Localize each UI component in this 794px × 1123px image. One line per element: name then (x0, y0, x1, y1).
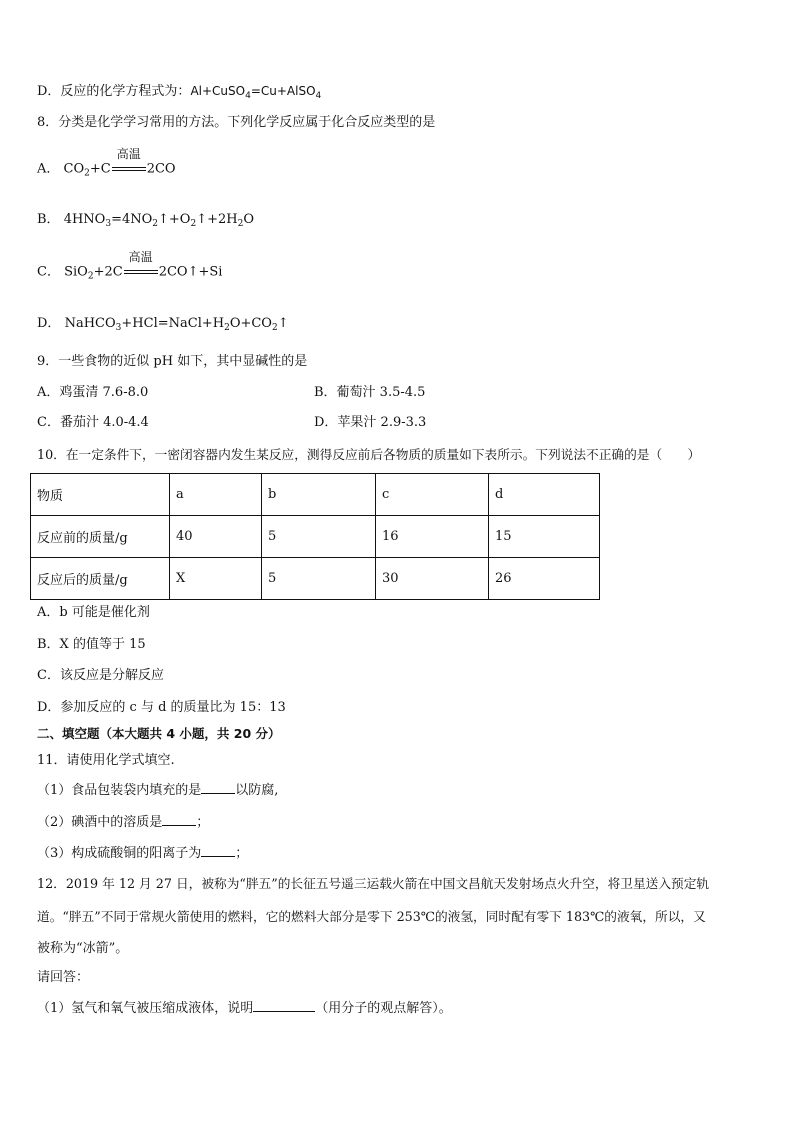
formula-part: 4HNO (63, 212, 106, 227)
formula-sub: 3 (115, 323, 122, 333)
formula-sub: 2 (271, 323, 278, 333)
option-label: C． (37, 264, 60, 280)
q10-option-a: A．b 可能是催化剂 (37, 605, 150, 620)
q12-text-line: 道。“胖五”不同于常规火箭使用的燃料，它的燃料大部分是零下 253℃的液氢，同时配有零下 183℃的液氧，所以，又 (37, 909, 706, 924)
formula-sub: 2 (152, 219, 159, 229)
q9-option-c: C．番茄汁 4.0-4.4 (37, 415, 149, 430)
table-cell: d (489, 474, 600, 516)
formula-sub: 2 (87, 271, 94, 282)
formula-part: CO (63, 161, 85, 177)
q8-stem: 8．分类是化学学习常用的方法。下列化学反应属于化合反应类型的是 (37, 115, 436, 130)
table-cell: 15 (489, 516, 600, 558)
formula-sub: 2 (84, 168, 90, 179)
formula-sub: 2 (237, 219, 244, 229)
question-text: （1）氢气和氧气被压缩成液体，说明 (37, 1001, 254, 1016)
equals-line (112, 167, 146, 168)
formula-part: NaHCO (64, 316, 116, 331)
q10-option-b: B．X 的值等于 15 (37, 637, 146, 652)
formula-part: SiO (64, 264, 88, 280)
q7-d-prefix: D．反应的化学方程式为： (37, 84, 191, 99)
table-cell: 26 (489, 558, 600, 600)
option-label: A． (37, 161, 60, 177)
high-temperature-condition (112, 147, 146, 178)
q11-part-3 (37, 845, 248, 863)
answer-blank[interactable] (201, 793, 235, 794)
equals-line (112, 170, 146, 171)
q11-part-1 (37, 782, 278, 800)
q12-prompt: 请回答： (37, 970, 90, 985)
q12-text-line: 被称为“冰箭”。 (37, 941, 129, 956)
table-cell: 40 (170, 516, 262, 558)
option-label: B． (37, 212, 60, 227)
q8-option-a (37, 147, 176, 183)
q11-part-2 (37, 814, 209, 832)
section-title: 二、填空题（本大题共 4 小题，共 20 分） (37, 726, 281, 741)
table-cell: c (376, 474, 489, 516)
table-cell: X (170, 558, 262, 600)
q10-stem: 10．在一定条件下，一密闭容器内发生某反应，测得反应前后各物质的质量如下表所示。下列说法不正确的是（ ） (37, 447, 701, 462)
question-text: ； (196, 815, 210, 830)
q7-d-eq-part: Al+CuSO (190, 84, 246, 98)
formula-part: +C (89, 161, 111, 177)
table-cell: 反应前的质量/g (31, 516, 170, 558)
q11-stem: 11．请使用化学式填空. (37, 753, 175, 768)
q9-stem: 9．一些食物的近似 pH 如下，其中显碱性的是 (37, 354, 308, 369)
q7-option-d (37, 82, 321, 105)
answer-blank[interactable] (201, 856, 235, 857)
formula-part: ↑+2H (196, 212, 238, 227)
q12-part-1 (37, 1000, 452, 1018)
table-cell: 5 (262, 516, 376, 558)
formula-part: ↑+O (158, 212, 191, 227)
q8-option-b (37, 211, 254, 233)
q7-d-eq-sub: 4 (315, 91, 322, 101)
option-label: D． (37, 316, 61, 331)
q7-d-eq-part: =Cu+AlSO (250, 84, 316, 98)
table-row (31, 558, 600, 600)
table-header-row (31, 474, 600, 516)
formula-part: 2CO↑+Si (158, 264, 223, 280)
formula-part: O (243, 212, 255, 227)
q10-option-c: C．该反应是分解反应 (37, 668, 164, 683)
table-cell: 反应后的质量/g (31, 558, 170, 600)
table-cell: a (170, 474, 262, 516)
question-text: （2）碘酒中的溶质是 (37, 815, 163, 830)
answer-blank[interactable] (162, 825, 196, 826)
formula-part: =4NO (111, 212, 153, 227)
table-cell: 5 (262, 558, 376, 600)
q8-option-d (37, 315, 289, 337)
formula-part: +HCl=NaCl+H (121, 316, 225, 331)
question-text: （1）食品包装袋内填充的是 (37, 783, 202, 798)
q10-option-d: D．参加反应的 c 与 d 的质量比为 15：13 (37, 700, 286, 715)
question-text: 以防腐, (235, 783, 279, 798)
mass-table (30, 473, 600, 600)
table-cell: 物质 (31, 474, 170, 516)
q9-option-d: D．苹果汁 2.9-3.3 (314, 415, 427, 430)
formula-part: ↑ (277, 316, 289, 331)
formula-sub: 2 (190, 219, 197, 229)
formula-part: 2CO (146, 161, 176, 177)
formula-part: O+CO (229, 316, 272, 331)
formula-part: +2C (93, 264, 123, 280)
table-cell: 16 (376, 516, 489, 558)
table-row (31, 516, 600, 558)
table-cell: 30 (376, 558, 489, 600)
answer-blank[interactable] (253, 1011, 315, 1012)
q12-text-line: 12．2019 年 12 月 27 日，被称为“胖五”的长征五号遥三运载火箭在中国文昌航天发射场点火升空，将卫星送入预定轨 (37, 876, 710, 891)
equals-line (124, 270, 158, 271)
q9-option-b: B．葡萄汁 3.5-4.5 (314, 385, 426, 400)
question-text: （用分子的观点解答）。 (315, 1001, 452, 1016)
question-text: ； (235, 846, 249, 861)
q8-option-c (37, 250, 223, 286)
formula-sub: 2 (224, 323, 230, 333)
q9-option-a: A．鸡蛋清 7.6-8.0 (37, 385, 149, 400)
table-cell: b (262, 474, 376, 516)
question-text: （3）构成硫酸铜的阳离子为 (37, 846, 202, 861)
condition-label: 高温 (128, 250, 153, 264)
high-temperature-condition (124, 250, 158, 281)
q7-d-eq-sub: 4 (245, 91, 251, 101)
equals-line (124, 273, 158, 274)
formula-sub: 3 (105, 219, 112, 229)
condition-label: 高温 (116, 147, 141, 161)
